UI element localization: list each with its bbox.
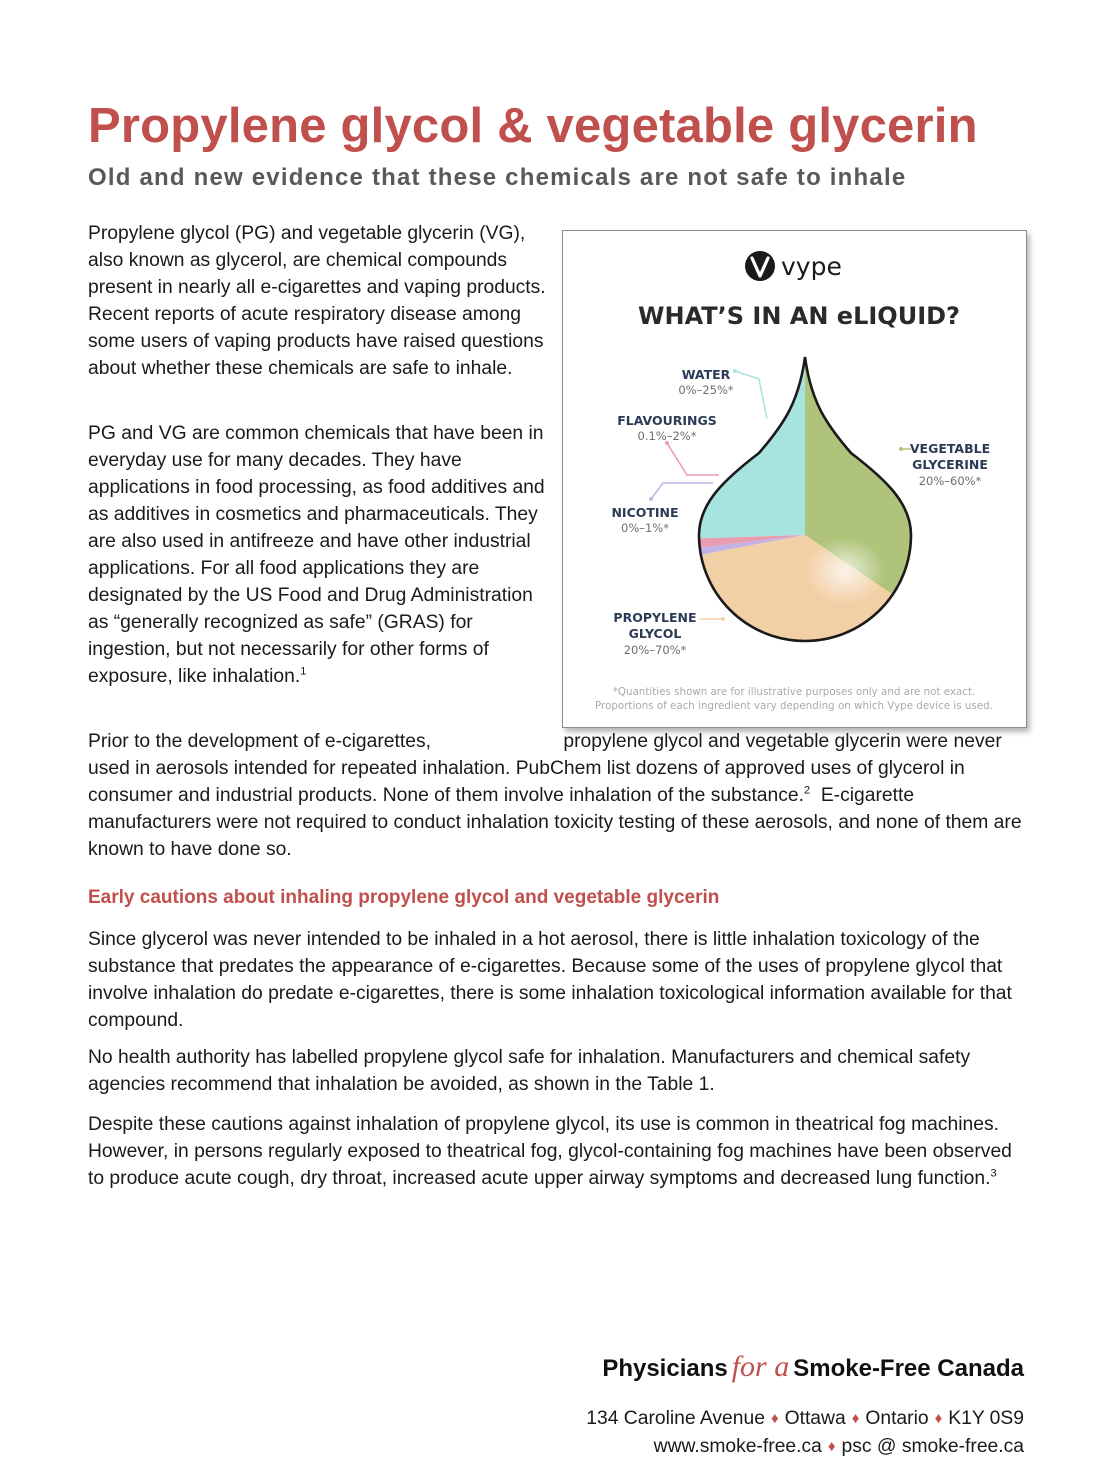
footnote-ref-1: 1 bbox=[300, 665, 307, 678]
water-leader-line bbox=[735, 371, 767, 419]
nicotine-range: 0%–1%* bbox=[621, 521, 669, 535]
infographic-heading: WHAT’S IN AN eLIQUID? bbox=[638, 302, 960, 330]
eliquid-drop-chart bbox=[563, 231, 1026, 727]
footnote-ref-2: 2 bbox=[803, 784, 811, 797]
address-street: 134 Caroline Avenue bbox=[586, 1408, 765, 1429]
email-link[interactable]: psc @ smoke-free.ca bbox=[841, 1436, 1024, 1457]
uses-paragraph bbox=[88, 420, 548, 690]
page-title: Propylene glycol & vegetable glycerin bbox=[88, 99, 978, 153]
nicotine-label: NICOTINE bbox=[611, 505, 679, 520]
pg-label-line2: GLYCOL bbox=[628, 626, 682, 641]
intro-paragraph: Propylene glycol (PG) and vegetable glycerin (VG), also known as glycerol, are chemical compounds present in nearly all e-cigarettes and vaping products. Recent reports of acute respiratory disease among some users of vaping products have raised questions about whether these chemicals are safe to inhale. bbox=[88, 223, 546, 379]
infographic-footnote-line1: *Quantities shown are for illustrative purposes only and are not exact. bbox=[612, 686, 976, 698]
nicotine-leader-line bbox=[651, 483, 713, 499]
org-name-part2: Smoke-Free Canada bbox=[793, 1355, 1024, 1382]
organization-name bbox=[602, 1350, 1024, 1384]
flavourings-range: 0.1%–2%* bbox=[637, 429, 697, 443]
history-paragraph-end: E-cigarette manufacturers were not required to conduct inhalation toxicity testing of these aerosols, and none of them are known to have done so. bbox=[88, 785, 1022, 860]
infographic-footnote-line2: Proportions of each ingredient vary depending on which Vype device is used. bbox=[595, 700, 993, 712]
drop-highlight bbox=[805, 537, 885, 605]
address-postal-code: K1Y 0S9 bbox=[948, 1408, 1024, 1429]
vype-brand-name: vype bbox=[781, 252, 842, 281]
page-subtitle: Old and new evidence that these chemicals are not safe to inhale bbox=[88, 164, 907, 191]
toxicology-paragraph: Since glycerol was never intended to be inhaled in a hot aerosol, there is little inhalation toxicology of the substance that predates the appearance of e-cigarettes. Because some of the uses of propylene glycol that involve inhalation do predate e-cigarettes, there is some inhalation toxicological information available for that compound. bbox=[88, 929, 1012, 1031]
flavourings-leader-line bbox=[667, 443, 719, 475]
footer-address bbox=[586, 1408, 1024, 1430]
section-heading-early-cautions: Early cautions about inhaling propylene glycol and vegetable glycerin bbox=[88, 887, 720, 908]
flavourings-label: FLAVOURINGS bbox=[617, 413, 717, 428]
theatrical-fog-paragraph bbox=[88, 1111, 1033, 1192]
water-label: WATER bbox=[681, 367, 731, 382]
history-paragraph-text: propylene glycol and vegetable glycerin were never used in aerosols intended for repeated inhalation. PubChem list dozens of approved uses of glycerol in consumer and industrial products. None of them involve inhalation of the substance. bbox=[88, 731, 1002, 806]
org-name-part1: Physicians bbox=[602, 1355, 728, 1382]
history-paragraph bbox=[88, 728, 1033, 863]
footer-contact bbox=[654, 1436, 1024, 1458]
diamond-separator-icon: ♦ bbox=[770, 1410, 779, 1427]
diamond-separator-icon: ♦ bbox=[851, 1410, 860, 1427]
pg-label-line1: PROPYLENE bbox=[613, 610, 697, 625]
eliquid-infographic bbox=[562, 230, 1027, 728]
org-name-for: for a bbox=[731, 1350, 790, 1383]
address-province: Ontario bbox=[865, 1408, 929, 1429]
website-link[interactable]: www.smoke-free.ca bbox=[653, 1436, 822, 1457]
diamond-separator-icon: ♦ bbox=[934, 1410, 943, 1427]
vg-range: 20%–60%* bbox=[918, 474, 982, 488]
footnote-ref-3: 3 bbox=[990, 1167, 997, 1180]
vg-label-line1: VEGETABLE bbox=[909, 441, 991, 456]
theatrical-fog-text: Despite these cautions against inhalation of propylene glycol, its use is common in theatrical fog machines. However, in persons regularly exposed to theatrical fog, glycol-containing fog machines have been observed to produce acute cough, dry throat, increased acute upper airway symptoms and decreased lung function. bbox=[88, 1114, 1012, 1189]
diamond-separator-icon: ♦ bbox=[827, 1438, 836, 1455]
vg-label-line2: GLYCERINE bbox=[912, 457, 988, 472]
pg-range: 20%–70%* bbox=[623, 643, 687, 657]
vype-logo-icon bbox=[745, 251, 775, 281]
address-city: Ottawa bbox=[784, 1408, 846, 1429]
health-authority-paragraph: No health authority has labelled propylene glycol safe for inhalation. Manufacturers and chemical safety agencies recommend that inhalation be avoided, as shown in the Table 1. bbox=[88, 1047, 971, 1095]
water-range: 0%–25%* bbox=[678, 383, 734, 397]
uses-paragraph-text: PG and VG are common chemicals that have been in everyday use for many decades. They have applications in food processing, as food additives and as additives in cosmetics and pharmaceuticals. They are also used in antifreeze and have other industrial applications. For all food applications they are designated by the US Food and Drug Administration as “generally recognized as safe” (GRAS) for ingestion, but not necessarily for other forms of exposure, like inhalation. bbox=[88, 423, 545, 687]
history-paragraph-intro: Prior to the development of e-cigarettes, bbox=[88, 731, 431, 752]
